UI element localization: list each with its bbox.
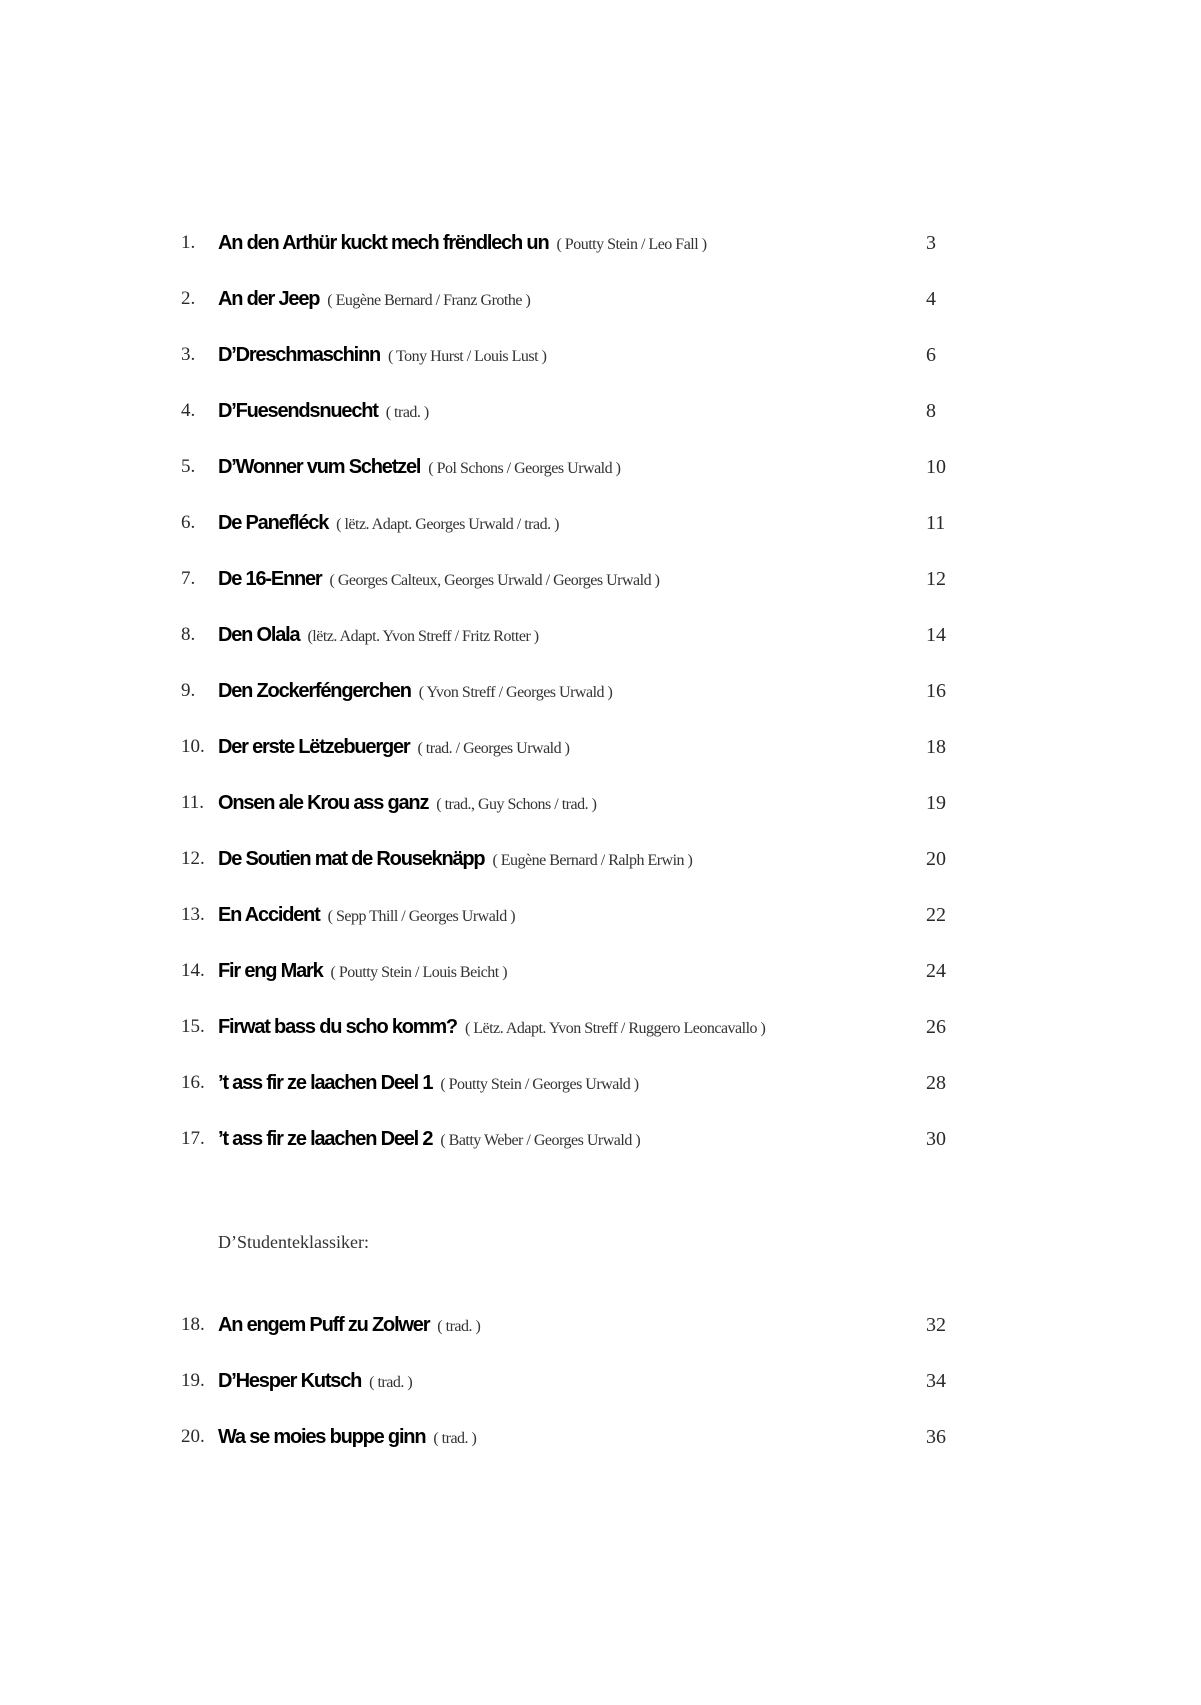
song-credit: ( Batty Weber / Georges Urwald ) (440, 1132, 641, 1149)
song-title: En Accident (218, 904, 320, 926)
song-credit: ( trad. ) (369, 1374, 413, 1391)
entry-number: 8. (181, 624, 196, 645)
entry-text (218, 1417, 476, 1459)
entry-number: 15. (181, 1016, 205, 1037)
page-number: 18 (926, 736, 946, 758)
entry-number: 13. (181, 904, 205, 925)
song-title: Fir eng Mark (218, 960, 323, 982)
song-credit: ( Eugène Bernard / Ralph Erwin ) (492, 852, 693, 869)
entry-text (218, 1007, 765, 1049)
entry-number: 14. (181, 960, 205, 981)
toc-entry-8 (0, 615, 1201, 655)
entry-text (218, 279, 530, 321)
entry-number: 4. (181, 400, 196, 421)
entry-text (218, 1119, 640, 1161)
entry-number: 16. (181, 1072, 205, 1093)
song-credit: (lëtz. Adapt. Yvon Streff / Fritz Rotter ) (307, 628, 539, 645)
toc-entry-14 (0, 951, 1201, 991)
toc-entry-17 (0, 1119, 1201, 1159)
toc-entry-6 (0, 503, 1201, 543)
entry-number: 11. (181, 792, 205, 813)
entry-text (218, 335, 546, 377)
song-title: Onsen ale Krou ass ganz (218, 792, 429, 814)
entry-text (218, 447, 620, 489)
song-credit: ( Lëtz. Adapt. Yvon Streff / Ruggero Leoncavallo ) (464, 1020, 766, 1037)
song-title: An der Jeep (218, 288, 320, 310)
entry-text (218, 671, 612, 713)
entry-text (218, 1305, 480, 1347)
entry-number: 10. (181, 736, 205, 757)
song-credit: ( Georges Calteux, Georges Urwald / Georges Urwald ) (329, 572, 660, 589)
song-title: An den Arthür kuckt mech frëndlech un (218, 232, 549, 254)
song-title: D’Wonner vum Schetzel (218, 456, 421, 478)
entry-text (218, 559, 659, 601)
song-credit: ( Poutty Stein / Louis Beicht ) (330, 964, 508, 981)
song-credit: ( trad. ) (433, 1430, 477, 1447)
entry-number: 1. (181, 232, 196, 253)
song-credit: ( Tony Hurst / Louis Lust ) (387, 348, 547, 365)
song-credit: ( Yvon Streff / Georges Urwald ) (418, 684, 613, 701)
entry-text (218, 1361, 412, 1403)
page-number: 19 (926, 792, 946, 814)
song-title: Den Olala (218, 624, 300, 646)
entry-text (218, 839, 692, 881)
toc-entry-18 (0, 1305, 1201, 1345)
song-credit: ( trad. ) (385, 404, 429, 421)
page-number: 34 (926, 1370, 946, 1392)
page-number: 11 (926, 512, 946, 534)
entry-number: 2. (181, 288, 196, 309)
song-credit: ( Poutty Stein / Leo Fall ) (556, 236, 707, 253)
page-number: 32 (926, 1314, 946, 1336)
song-title: Der erste Lëtzebuerger (218, 736, 410, 758)
page-number: 20 (926, 848, 946, 870)
page-number: 36 (926, 1426, 946, 1448)
song-title: De Soutien mat de Rouseknäpp (218, 848, 485, 870)
toc-entry-20 (0, 1417, 1201, 1457)
page-number: 12 (926, 568, 946, 590)
entry-text (218, 895, 515, 937)
song-title: D’Dreschmaschinn (218, 344, 380, 366)
toc-entry-9 (0, 671, 1201, 711)
song-title: An engem Puff zu Zolwer (218, 1314, 430, 1336)
page-number: 4 (926, 288, 936, 310)
entry-number: 12. (181, 848, 205, 869)
page-number: 24 (926, 960, 946, 982)
entry-text (218, 783, 596, 825)
toc-entry-3 (0, 335, 1201, 375)
entry-text (218, 223, 707, 265)
toc-entry-12 (0, 839, 1201, 879)
entry-text (218, 951, 507, 993)
song-title: Firwat bass du scho komm? (218, 1016, 457, 1038)
entry-number: 20. (181, 1426, 205, 1447)
entry-text (218, 1063, 639, 1105)
toc-entry-1 (0, 223, 1201, 263)
song-credit: ( trad., Guy Schons / trad. ) (436, 796, 597, 813)
song-title: De Panefléck (218, 512, 329, 534)
song-title: D’Fuesendsnuecht (218, 400, 378, 422)
entry-text (218, 615, 539, 657)
song-credit: ( trad. / Georges Urwald ) (417, 740, 570, 757)
song-title: Den Zockerféngerchen (218, 680, 411, 702)
toc-entry-10 (0, 727, 1201, 767)
page-number: 14 (926, 624, 946, 646)
toc-entry-2 (0, 279, 1201, 319)
entry-text (218, 391, 429, 433)
page-number: 28 (926, 1072, 946, 1094)
toc-entry-11 (0, 783, 1201, 823)
toc-entry-5 (0, 447, 1201, 487)
toc-entry-15 (0, 1007, 1201, 1047)
page-number: 6 (926, 344, 936, 366)
page-number: 22 (926, 904, 946, 926)
entry-text (218, 503, 559, 545)
entry-number: 3. (181, 344, 196, 365)
entry-number: 6. (181, 512, 196, 533)
song-title: D’Hesper Kutsch (218, 1370, 362, 1392)
toc-entry-4 (0, 391, 1201, 431)
song-credit: ( Pol Schons / Georges Urwald ) (428, 460, 621, 477)
entry-number: 7. (181, 568, 196, 589)
entry-number: 5. (181, 456, 196, 477)
entry-number: 9. (181, 680, 196, 701)
song-title: ’t ass fir ze laachen Deel 1 (218, 1072, 433, 1094)
toc-entry-16 (0, 1063, 1201, 1103)
song-title: De 16-Enner (218, 568, 322, 590)
toc-entry-7 (0, 559, 1201, 599)
song-title: Wa se moies buppe ginn (218, 1426, 426, 1448)
page-number: 8 (926, 400, 936, 422)
page-number: 30 (926, 1128, 946, 1150)
page-number: 3 (926, 232, 936, 254)
entry-number: 18. (181, 1314, 205, 1335)
song-credit: ( lëtz. Adapt. Georges Urwald / trad. ) (336, 516, 559, 533)
toc-entry-13 (0, 895, 1201, 935)
entry-number: 17. (181, 1128, 205, 1149)
song-credit: ( Sepp Thill / Georges Urwald ) (327, 908, 516, 925)
entry-number: 19. (181, 1370, 205, 1391)
song-credit: ( Poutty Stein / Georges Urwald ) (440, 1076, 639, 1093)
page-number: 10 (926, 456, 946, 478)
page-number: 16 (926, 680, 946, 702)
page-number: 26 (926, 1016, 946, 1038)
section-heading: D’Studenteklassiker: (218, 1232, 369, 1252)
song-credit: ( Eugène Bernard / Franz Grothe ) (327, 292, 531, 309)
toc-entry-19 (0, 1361, 1201, 1401)
entry-text (218, 727, 569, 769)
song-credit: ( trad. ) (437, 1318, 481, 1335)
song-title: ’t ass fir ze laachen Deel 2 (218, 1128, 433, 1150)
